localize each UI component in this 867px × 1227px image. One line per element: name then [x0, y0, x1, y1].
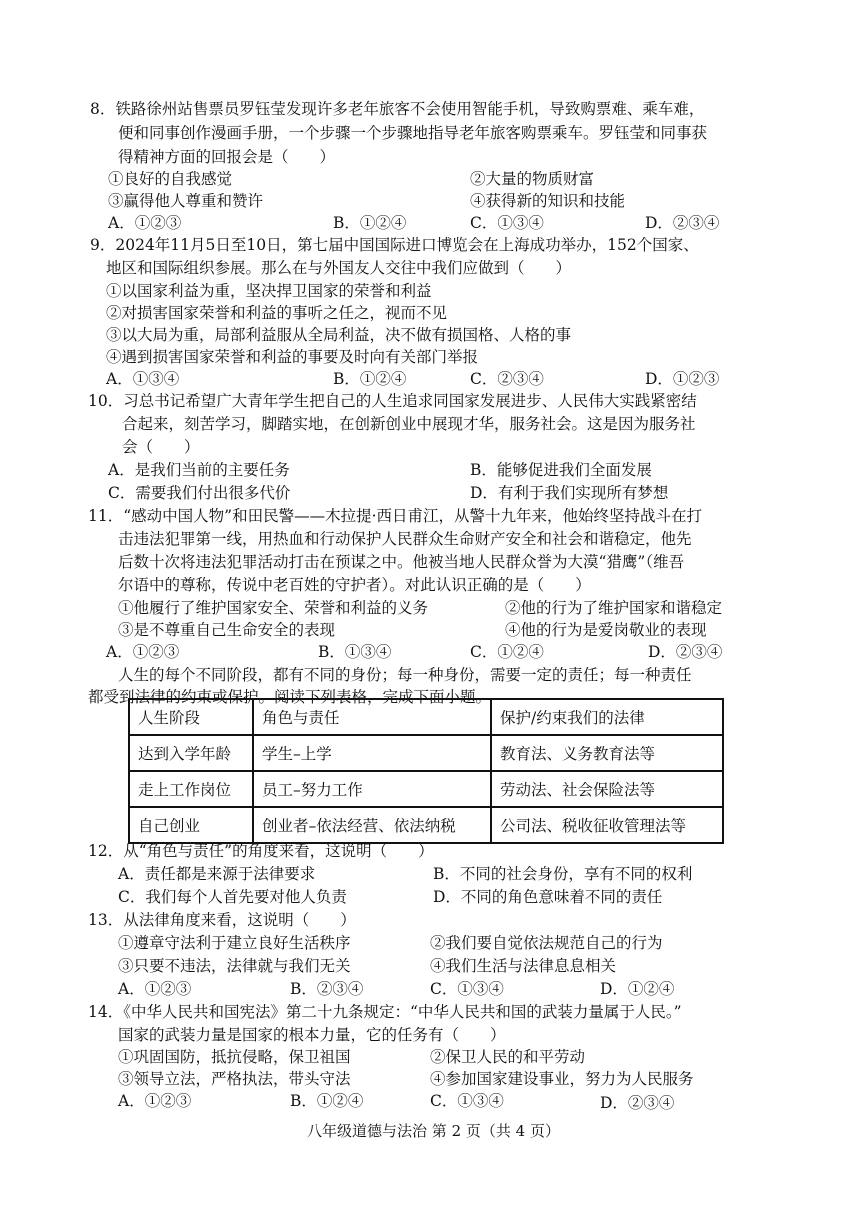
q9-item-1: ①以国家利益为重，坚决捍卫国家的荣誉和利益	[106, 282, 432, 300]
q13-item-2: ②我们要自觉依法规范自己的行为	[430, 934, 663, 952]
q14-stem-line-1: 14．《中华人民共和国宪法》第二十九条规定：“中华人民共和国的武装力量属于人民。”	[88, 1003, 682, 1021]
q9-stem-line-2: 地区和国际组织参展。那么在与外国友人交往中我们应做到（ ）	[106, 259, 572, 277]
q8-option-d: D．②③④	[645, 214, 720, 232]
table-row	[129, 771, 723, 807]
q9-option-a: A．①③④	[106, 370, 180, 388]
table-cell: 劳动法、社会保险法等	[491, 771, 723, 807]
q8-option-c: C．①③④	[470, 214, 544, 232]
table-header: 人生阶段	[129, 699, 253, 735]
q14-item-4: ④参加国家建设事业，努力为人民服务	[430, 1070, 694, 1088]
q10-option-b: B．能够促进我们全面发展	[470, 461, 652, 479]
q11-option-a: A．①②③	[106, 643, 180, 661]
q14-option-d: D．②③④	[600, 1094, 675, 1112]
intro-line-1: 人生的每个不同阶段，都有不同的身份；每一种身份，需要一定的责任；每一种责任	[118, 666, 692, 684]
q8-stem-line-2: 便和同事创作漫画手册，一个步骤一个步骤地指导老年旅客购票乘车。罗钰莹和同事获	[118, 124, 708, 142]
q10-option-d: D．有利于我们实现所有梦想	[470, 484, 669, 502]
table-cell: 公司法、税收征收管理法等	[491, 807, 723, 843]
page-footer: 八年级道德与法治 第 2 页（共 4 页）	[307, 1122, 560, 1140]
q8-item-3: ③赢得他人尊重和赞许	[108, 192, 264, 210]
q11-option-d: D．②③④	[648, 643, 723, 661]
q14-item-2: ②保卫人民的和平劳动	[430, 1048, 586, 1066]
q11-option-b: B．①③④	[318, 643, 392, 661]
q12-option-a: A．责任都是来源于法律要求	[118, 865, 316, 883]
table-header-row	[129, 699, 723, 735]
q8-stem-line-1: 8．铁路徐州站售票员罗钰莹发现许多老年旅客不会使用智能手机，导致购票难、乘车难，	[90, 100, 705, 118]
q11-stem-line-1: 11．“感动中国人物”和田民警——木拉提·西日甫江，从警十九年来，他始终坚持战斗在打	[88, 507, 703, 525]
q10-option-a: A．是我们当前的主要任务	[108, 461, 290, 479]
q14-item-3: ③领导立法，严格执法，带头守法	[118, 1070, 351, 1088]
q11-option-c: C．①②④	[470, 643, 544, 661]
table-row	[129, 735, 723, 771]
q13-option-a: A．①②③	[118, 980, 192, 998]
q14-option-b: B．①②④	[290, 1092, 364, 1110]
q13-option-b: B．②③④	[290, 980, 364, 998]
q8-item-4: ④获得新的知识和技能	[470, 192, 626, 210]
table-cell: 自己创业	[129, 807, 253, 843]
q14-option-c: C．①③④	[430, 1092, 504, 1110]
q8-stem-line-3: 得精神方面的回报会是（ ）	[118, 148, 336, 166]
q10-stem-line-1: 10．习总书记希望广大青年学生把自己的人生追求同国家发展进步、人民伟大实践紧密结	[88, 392, 697, 410]
q9-option-d: D．①②③	[645, 370, 720, 388]
q10-stem-line-3: 会（ ）	[122, 438, 200, 456]
q13-option-d: D．①②④	[600, 980, 675, 998]
q11-item-3: ③是不尊重自己生命安全的表现	[118, 621, 336, 639]
table-row	[129, 807, 723, 843]
table-cell: 员工–努力工作	[253, 771, 491, 807]
q9-option-c: C．②③④	[470, 370, 544, 388]
q9-stem-line-1: 9．2024年11月5日至10日，第七届中国国际进口博览会在上海成功举办，152个国家、	[90, 236, 699, 254]
q11-item-4: ④他的行为是爱岗敬业的表现	[505, 621, 707, 639]
table-cell: 学生–上学	[253, 735, 491, 771]
q8-item-2: ②大量的物质财富	[470, 170, 595, 188]
table-header: 角色与责任	[253, 699, 491, 735]
q10-stem-line-2: 合起来，刻苦学习，脚踏实地，在创新创业中展现才华，服务社会。这是因为服务社	[122, 415, 696, 433]
q11-stem-line-4: 尔语中的尊称，传说中老百姓的守护者）。对此认识正确的是（ ）	[118, 576, 591, 594]
q11-stem-line-2: 击违法犯罪第一线，用热血和行动保护人民群众生命财产安全和社会和谐稳定，他先	[118, 530, 692, 548]
table-cell: 创业者–依法经营、依法纳税	[253, 807, 491, 843]
q13-item-3: ③只要不违法，法律就与我们无关	[118, 957, 351, 975]
q10-option-c: C．需要我们付出很多代价	[108, 484, 291, 502]
q12-option-b: B．不同的社会身份，享有不同的权利	[433, 865, 693, 883]
q13-option-c: C．①③④	[430, 980, 504, 998]
q9-option-b: B．①②④	[333, 370, 407, 388]
q8-option-a: A．①②③	[108, 214, 182, 232]
q13-item-4: ④我们生活与法律息息相关	[430, 957, 617, 975]
q13-item-1: ①遵章守法利于建立良好生活秩序	[118, 934, 351, 952]
table-cell: 教育法、义务教育法等	[491, 735, 723, 771]
q14-item-1: ①巩固国防，抵抗侵略，保卫祖国	[118, 1048, 351, 1066]
table-cell: 达到入学年龄	[129, 735, 253, 771]
q12-option-c: C．我们每个人首先要对他人负责	[118, 888, 347, 906]
q14-stem-line-2: 国家的武装力量是国家的根本力量，它的任务有（ ）	[118, 1026, 506, 1044]
law-table	[128, 698, 724, 844]
q12-option-d: D．不同的角色意味着不同的责任	[433, 888, 663, 906]
q9-item-2: ②对损害国家荣誉和利益的事听之任之，视而不见	[106, 304, 448, 322]
q8-item-1: ①良好的自我感觉	[108, 170, 233, 188]
q8-option-b: B．①②④	[333, 214, 407, 232]
q14-option-a: A．①②③	[118, 1092, 192, 1110]
table-cell: 走上工作岗位	[129, 771, 253, 807]
q11-stem-line-3: 后数十次将违法犯罪活动打击在预谋之中。他被当地人民群众誉为大漠“猎鹰”（维吾	[118, 553, 685, 571]
intro-line-2: 都受到法律的约束或保护。阅读下列表格，完成下面小题。	[88, 688, 492, 706]
q11-item-2: ②他的行为了维护国家和谐稳定	[505, 599, 723, 617]
q11-item-1: ①他履行了维护国家安全、荣誉和利益的义务	[118, 599, 429, 617]
q9-item-4: ④遇到损害国家荣誉和利益的事要及时向有关部门举报	[106, 348, 479, 366]
q12-stem: 12．从“角色与责任”的角度来看，这说明（ ）	[88, 842, 434, 860]
table-header: 保护/约束我们的法律	[491, 699, 723, 735]
q13-stem: 13．从法律角度来看，这说明（ ）	[88, 911, 356, 929]
q9-item-3: ③以大局为重，局部利益服从全局利益，决不做有损国格、人格的事	[106, 326, 572, 344]
